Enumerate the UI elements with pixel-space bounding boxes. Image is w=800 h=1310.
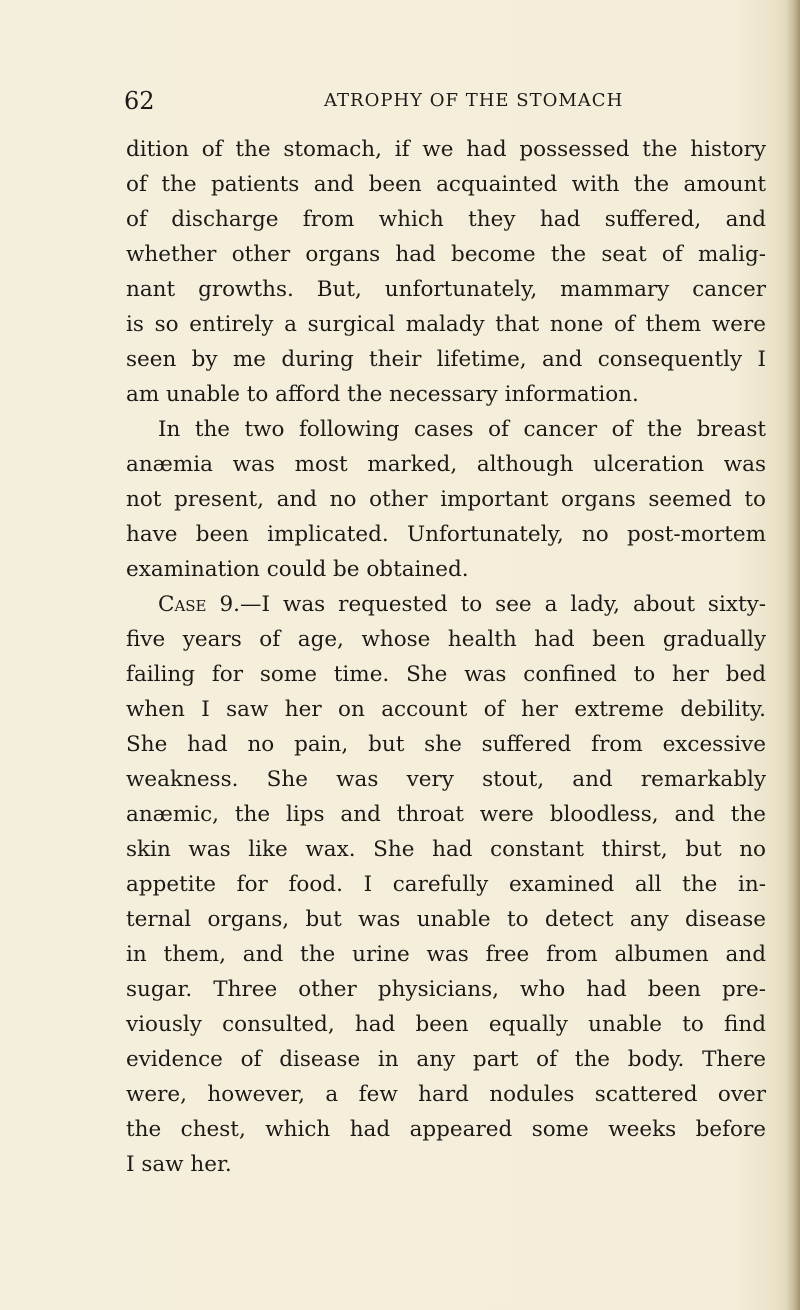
text-line: not present, and no other important organs seemed to: [126, 487, 766, 512]
running-title: ATROPHY OF THE STOMACH: [324, 90, 624, 111]
text-line: viously consulted, had been equally unable to find: [126, 1012, 766, 1037]
text-line: anæmic, the lips and throat were bloodless, and the: [126, 802, 766, 827]
paragraph-1: [126, 132, 766, 412]
paragraph-case-9: [126, 587, 766, 1182]
text-line: skin was like wax. She had constant thirst, but no: [126, 837, 766, 862]
case-label: Case 9.: [158, 592, 240, 617]
text-line: I saw her.: [126, 1152, 232, 1177]
text-line: appetite for food. I carefully examined all the in-: [126, 872, 766, 897]
text-line: five years of age, whose health had been gradually: [126, 627, 766, 652]
text-line: anæmia was most marked, although ulceration was: [126, 452, 766, 477]
text-line: of discharge from which they had suffered, and: [126, 207, 766, 232]
text-line: am unable to afford the necessary information.: [126, 382, 639, 407]
paragraph-2: [126, 412, 766, 587]
page-number: 62: [124, 87, 155, 115]
text-line: She had no pain, but she suffered from excessive: [126, 732, 766, 757]
page-edge-shadow: [786, 0, 800, 1310]
text-line: when I saw her on account of her extreme debility.: [126, 697, 766, 722]
text-line: of the patients and been acquainted with the amount: [126, 172, 766, 197]
text-line: examination could be obtained.: [126, 557, 469, 582]
text-line-first: [126, 587, 766, 622]
text-line: In the two following cases of cancer of the breast: [158, 417, 766, 442]
text-line: dition of the stomach, if we had possessed the history: [126, 137, 766, 162]
text-line: ternal organs, but was unable to detect any disease: [126, 907, 766, 932]
text-line: were, however, a few hard nodules scattered over: [126, 1082, 766, 1107]
text-line: have been implicated. Unfortunately, no post-mortem: [126, 522, 766, 547]
text-line: is so entirely a surgical malady that none of them were: [126, 312, 766, 337]
text-line: in them, and the urine was free from albumen and: [126, 942, 766, 967]
text-line: seen by me during their lifetime, and consequently I: [126, 347, 766, 372]
text-line: weakness. She was very stout, and remarkably: [126, 767, 766, 792]
text-line: sugar. Three other physicians, who had been pre-: [126, 977, 766, 1002]
page-header: [124, 86, 764, 116]
case-first-line-text: —I was requested to see a lady, about sixty-: [240, 592, 767, 617]
text-line: failing for some time. She was confined to her bed: [126, 662, 766, 687]
text-line: evidence of disease in any part of the body. There: [126, 1047, 766, 1072]
text-line: nant growths. But, unfortunately, mammary cancer: [126, 277, 766, 302]
text-line: the chest, which had appeared some weeks before: [126, 1117, 766, 1142]
text-line: whether other organs had become the seat of malig-: [126, 242, 766, 267]
